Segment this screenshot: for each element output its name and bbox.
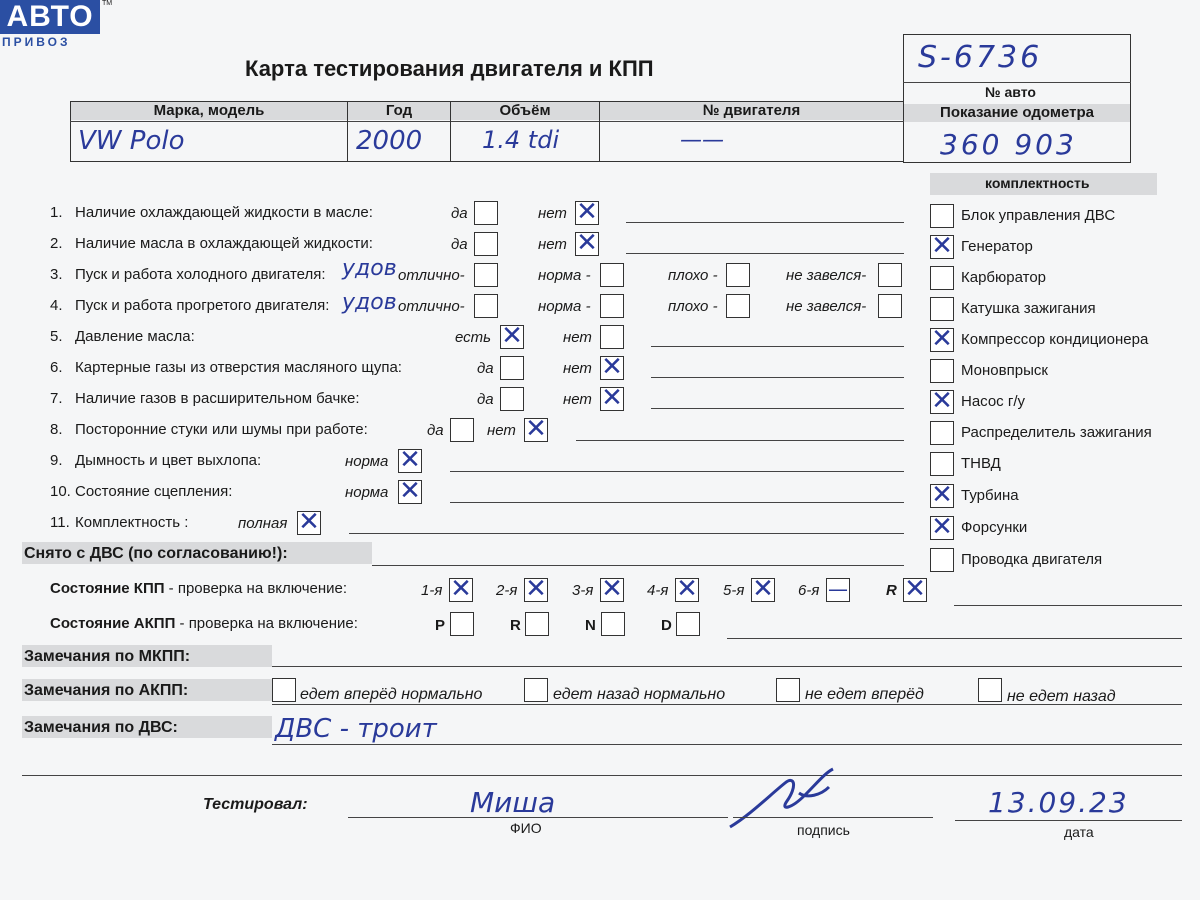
- engine-number-label: № двигателя: [600, 102, 903, 120]
- completeness-checkbox[interactable]: [930, 204, 954, 228]
- q1-opt-no-label: нет: [538, 205, 567, 222]
- q1-opt-yes-label: да: [451, 205, 468, 222]
- q1-yes-checkbox[interactable]: [474, 201, 498, 225]
- q9-opt-label: норма: [345, 453, 389, 470]
- completeness-title: комплектность: [985, 175, 1090, 191]
- q8-text: Посторонние стуки или шумы при работе:: [75, 421, 368, 438]
- akpp-gear-label: D: [661, 617, 672, 634]
- q5-no-checkbox[interactable]: [600, 325, 624, 349]
- check-mark-icon: ✕: [904, 574, 926, 604]
- kpp-gear-label: 1-я: [421, 582, 443, 599]
- q3-normal-checkbox[interactable]: [600, 263, 624, 287]
- akpp-remark-label: едет вперёд нормально: [300, 686, 483, 703]
- q4-opt-label: отлично-: [398, 298, 465, 315]
- q10-text: Состояние сцепления:: [75, 483, 233, 500]
- date-label: дата: [1064, 824, 1094, 840]
- q6-yes-checkbox[interactable]: [500, 356, 524, 380]
- q7-opt-yes-label: да: [477, 391, 494, 408]
- completeness-checkbox[interactable]: [930, 266, 954, 290]
- q8-opt-yes-label: да: [427, 422, 444, 439]
- q6-number: 6.: [50, 359, 63, 376]
- check-mark-icon: ✕: [399, 476, 421, 506]
- q4-excellent-checkbox[interactable]: [474, 294, 498, 318]
- mkpp-remarks-label: Замечания по МКПП:: [24, 648, 191, 665]
- q7-opt-no-label: нет: [563, 391, 592, 408]
- car-number-label: № авто: [985, 84, 1036, 100]
- q4-normal-checkbox[interactable]: [600, 294, 624, 318]
- akpp-label-bold: Состояние АКПП: [50, 615, 176, 632]
- check-mark-icon: ✕: [525, 574, 547, 604]
- akpp-gear-checkbox[interactable]: [676, 612, 700, 636]
- q9-number: 9.: [50, 452, 63, 469]
- kpp-gear-label: 3-я: [572, 582, 594, 599]
- q4-bad-checkbox[interactable]: [726, 294, 750, 318]
- volume-label: Объём: [451, 102, 599, 120]
- logo-top-text: АВТО: [0, 0, 100, 34]
- q6-opt-yes-label: да: [477, 360, 494, 377]
- completeness-item-label: Генератор: [961, 238, 1033, 255]
- make-value: VW Polo: [78, 126, 185, 156]
- check-mark-icon: ✕: [601, 383, 623, 413]
- page-title: Карта тестирования двигателя и КПП: [245, 56, 654, 81]
- volume-value: 1.4 tdi: [482, 126, 560, 154]
- q7-number: 7.: [50, 390, 63, 407]
- q2-opt-yes-label: да: [451, 236, 468, 253]
- completeness-item-label: Карбюратор: [961, 269, 1047, 286]
- completeness-item-label: Насос г/у: [961, 393, 1025, 410]
- q10-number: 10.: [50, 483, 71, 500]
- q8-yes-checkbox[interactable]: [450, 418, 474, 442]
- check-mark-icon: ✕: [576, 197, 598, 227]
- kpp-gear-label: R: [886, 582, 897, 599]
- akpp-gear-label: N: [585, 617, 596, 634]
- logo-tm: TM: [102, 0, 113, 7]
- q4-handwritten: удов: [342, 290, 397, 315]
- q3-text: Пуск и работа холодного двигателя:: [75, 266, 326, 283]
- kpp-gear-label: 6-я: [798, 582, 820, 599]
- completeness-item-label: Распределитель зажигания: [961, 424, 1152, 441]
- check-mark-icon: ✕: [931, 512, 953, 542]
- q3-bad-checkbox[interactable]: [726, 263, 750, 287]
- q3-opt-label: плохо -: [668, 267, 718, 284]
- q3-opt-label: отлично-: [398, 267, 465, 284]
- check-mark-icon: ✕: [501, 321, 523, 351]
- engine-number-value: ——: [680, 128, 724, 153]
- q3-opt-label: норма -: [538, 267, 591, 284]
- q4-opt-label: плохо -: [668, 298, 718, 315]
- signature-label: подпись: [797, 822, 850, 838]
- completeness-checkbox[interactable]: [930, 452, 954, 476]
- q2-opt-no-label: нет: [538, 236, 567, 253]
- logo-bottom-text: ПРИВОЗ: [2, 35, 71, 49]
- q5-opt-no-label: нет: [563, 329, 592, 346]
- q6-text: Картерные газы из отверстия масляного щупа:: [75, 359, 402, 376]
- date-value: 13.09.23: [988, 786, 1129, 819]
- akpp-label-rest: - проверка на включение:: [175, 615, 358, 632]
- akpp-remark-label: не едет вперёд: [805, 686, 924, 703]
- completeness-checkbox[interactable]: [930, 297, 954, 321]
- akpp-remark-checkbox[interactable]: [978, 678, 1002, 702]
- completeness-item-label: Турбина: [961, 487, 1019, 504]
- q11-number: 11.: [50, 514, 70, 531]
- akpp-remarks-label: Замечания по АКПП:: [24, 682, 189, 699]
- year-value: 2000: [356, 126, 423, 156]
- check-mark-icon: ✕: [931, 324, 953, 354]
- kpp-gear-label: 5-я: [723, 582, 745, 599]
- q8-number: 8.: [50, 421, 63, 438]
- car-number-value: S-6736: [918, 40, 1043, 75]
- kpp-label-rest: - проверка на включение:: [164, 580, 348, 597]
- check-mark-icon: ✕: [931, 386, 953, 416]
- akpp-remark-checkbox[interactable]: [272, 678, 296, 702]
- dash-mark-icon: —: [828, 577, 848, 601]
- year-label: Год: [348, 102, 450, 120]
- completeness-item-label: Компрессор кондиционера: [961, 331, 1149, 348]
- completeness-item-label: Проводка двигателя: [961, 551, 1103, 568]
- q8-opt-no-label: нет: [487, 422, 516, 439]
- odometer-label: Показание одометра: [904, 104, 1130, 122]
- akpp-remark-label: не едет назад: [1007, 688, 1116, 705]
- q4-text: Пуск и работа прогретого двигателя:: [75, 297, 330, 314]
- q2-text: Наличие масла в охлаждающей жидкости:: [75, 235, 373, 252]
- check-mark-icon: ✕: [525, 414, 547, 444]
- q4-nostart-checkbox[interactable]: [878, 294, 902, 318]
- q3-excellent-checkbox[interactable]: [474, 263, 498, 287]
- make-label: Марка, модель: [71, 102, 347, 120]
- logo: [0, 0, 113, 50]
- akpp-gear-label: R: [510, 617, 521, 634]
- q5-text: Давление масла:: [75, 328, 195, 345]
- q3-number: 3.: [50, 266, 63, 283]
- akpp-remark-checkbox[interactable]: [524, 678, 548, 702]
- dvs-remarks-label: Замечания по ДВС:: [24, 719, 178, 736]
- kpp-gear-label: 4-я: [647, 582, 669, 599]
- completeness-item-label: Форсунки: [961, 519, 1028, 536]
- q9-text: Дымность и цвет выхлопа:: [75, 452, 262, 469]
- q4-opt-label: норма -: [538, 298, 591, 315]
- akpp-remark-checkbox[interactable]: [776, 678, 800, 702]
- check-mark-icon: ✕: [676, 574, 698, 604]
- check-mark-icon: ✕: [298, 507, 320, 537]
- check-mark-icon: ✕: [931, 231, 953, 261]
- check-mark-icon: ✕: [601, 574, 623, 604]
- check-mark-icon: ✕: [450, 574, 472, 604]
- akpp-gear-checkbox[interactable]: [450, 612, 474, 636]
- q2-yes-checkbox[interactable]: [474, 232, 498, 256]
- q10-opt-label: норма: [345, 484, 389, 501]
- check-mark-icon: ✕: [601, 352, 623, 382]
- akpp-gear-checkbox[interactable]: [525, 612, 549, 636]
- completeness-checkbox[interactable]: [930, 548, 954, 572]
- akpp-remark-label: едет назад нормально: [553, 686, 726, 703]
- q4-opt-label: не завелся-: [786, 298, 867, 315]
- completeness-item-label: Блок управления ДВС: [961, 207, 1116, 224]
- q4-number: 4.: [50, 297, 63, 314]
- q7-text: Наличие газов в расширительном бачке:: [75, 390, 360, 407]
- q3-opt-label: не завелся-: [786, 267, 867, 284]
- kpp-gear-label: 2-я: [496, 582, 518, 599]
- akpp-gear-label: P: [435, 617, 446, 634]
- q11-opt-label: полная: [238, 515, 288, 532]
- completeness-checkbox[interactable]: [930, 359, 954, 383]
- odometer-value: 360 903: [940, 128, 1077, 161]
- completeness-checkbox[interactable]: [930, 421, 954, 445]
- q7-yes-checkbox[interactable]: [500, 387, 524, 411]
- completeness-item-label: Моновпрыск: [961, 362, 1048, 379]
- akpp-gear-checkbox[interactable]: [601, 612, 625, 636]
- akpp-label: [50, 615, 358, 632]
- completeness-item-label: Катушка зажигания: [961, 300, 1096, 317]
- q11-text: Комплектность :: [75, 514, 189, 531]
- check-mark-icon: ✕: [931, 480, 953, 510]
- removed-label: Снято с ДВС (по согласованию!):: [24, 545, 288, 562]
- q3-nostart-checkbox[interactable]: [878, 263, 902, 287]
- kpp-label: [50, 580, 347, 597]
- q3-handwritten: удов: [342, 256, 397, 281]
- kpp-label-bold: Состояние КПП: [50, 580, 165, 597]
- check-mark-icon: ✕: [752, 574, 774, 604]
- q5-opt-yes-label: есть: [455, 329, 492, 346]
- check-mark-icon: ✕: [576, 228, 598, 258]
- q1-number: 1.: [50, 204, 63, 221]
- completeness-item-label: ТНВД: [961, 455, 1001, 472]
- fio-label: ФИО: [510, 820, 542, 836]
- check-mark-icon: ✕: [399, 445, 421, 475]
- q6-opt-no-label: нет: [563, 360, 592, 377]
- tested-by-label: Тестировал:: [203, 796, 308, 813]
- tester-name-value: Миша: [470, 786, 556, 819]
- dvs-remarks-value: ДВС - троит: [275, 714, 437, 744]
- q1-text: Наличие охлаждающей жидкости в масле:: [75, 204, 373, 221]
- q5-number: 5.: [50, 328, 63, 345]
- q2-number: 2.: [50, 235, 63, 252]
